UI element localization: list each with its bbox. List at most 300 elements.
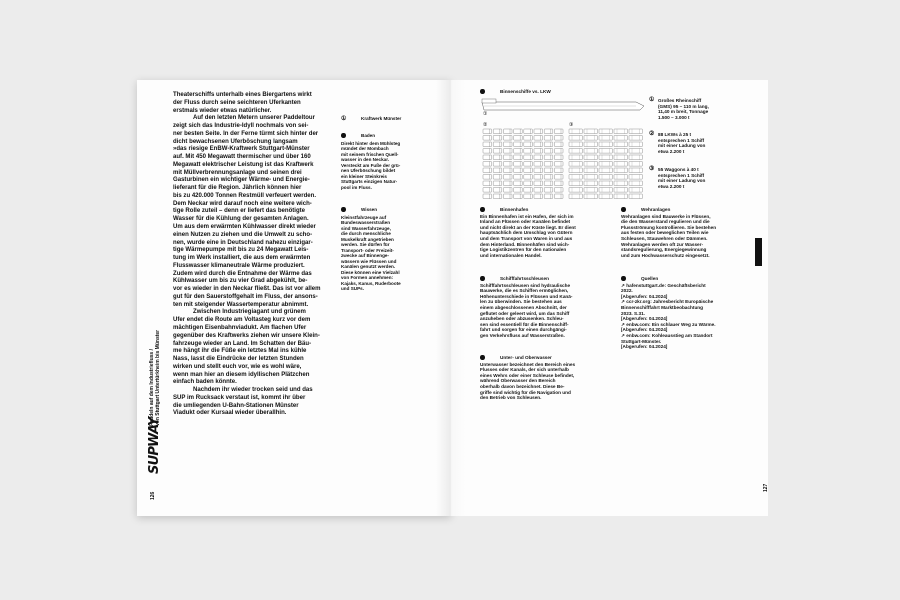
wagon-icon — [569, 129, 582, 134]
truck-icon — [524, 155, 533, 160]
legend-line: etwa 2.200 t — [658, 183, 685, 189]
text-line: Zwischen Industriegiagant und grünem — [193, 309, 306, 316]
section-line: griffe sind wichtig für die Navigation und — [480, 389, 571, 395]
section-line: und dem Transport von Waren in und aus — [480, 235, 573, 241]
text-line: lieferant für die Region. Jährlich können hier — [173, 185, 302, 192]
wagon-icon — [584, 175, 597, 180]
text-line: Nachdem ihr wieder trocken seid und das — [193, 387, 313, 394]
sidebar-line: Kajaks, Kanus, Ruderboote — [341, 280, 401, 286]
wagon-icon — [584, 129, 597, 134]
wagon-icon — [599, 149, 612, 154]
legend-line: entsprechen 1 Schiff — [658, 172, 705, 178]
text-line: Zudem wird durch die Entnahme der Wärme das — [173, 270, 312, 277]
truck-icon — [514, 142, 523, 147]
wagon-icon — [584, 162, 597, 167]
text-line: zeigt sich das Industrie-Idyll nochmals von sei- — [173, 123, 309, 130]
section-line: tige Logistikzentren für den nationalen — [480, 247, 567, 253]
truck-icon — [554, 155, 563, 160]
truck-icon — [554, 175, 563, 180]
text-line: mächtigen Eisenbahnviadukt. Am flachen Ufer — [173, 324, 307, 331]
sidebar-line: Kleinstfahrzeuge auf — [341, 214, 387, 220]
section-line: Stuttgart-Münster. — [621, 338, 662, 344]
body-paragraph — [173, 387, 335, 418]
wagon-icon — [629, 188, 642, 193]
wagon-icon — [629, 129, 642, 134]
sidebar-line: Direkt hinter dem Mühlsteg — [341, 140, 401, 146]
truck-icon — [483, 155, 492, 160]
section-line: während Oberwasser den Bereich — [480, 378, 556, 384]
truck-icon — [554, 149, 563, 154]
wagon-icon — [584, 136, 597, 141]
numbered-circle-icon: ③ — [569, 122, 574, 128]
sidebar-line: sind Wasserfahrzeuge, — [341, 225, 391, 231]
truck-icon — [544, 142, 553, 147]
wagon-icon — [629, 168, 642, 173]
wagon-icon — [569, 136, 582, 141]
bullet-dot-icon — [621, 276, 626, 281]
text-line: ten mit steigender Wassertemperatur abnimmt. — [173, 301, 309, 308]
wagon-icon — [569, 155, 582, 160]
sidebar-line: mit seinem frischen Quell- — [341, 151, 399, 157]
numbered-circle-icon: ③ — [649, 166, 655, 172]
running-title: Paddeln auf dem Industriefluss / von Stuttgart Untertürkheim bis Münster — [149, 329, 161, 426]
text-line: wenn man hier an diesem idyllischen Plätzchen — [173, 371, 310, 378]
truck-icon — [514, 162, 523, 167]
section-line: geflutet oder geleert wird, um das Schiff — [480, 310, 570, 316]
truck-icon — [503, 194, 512, 199]
legend-line: entsprechen 1 Schiff — [658, 137, 705, 143]
section-line: standsregulierung, Energiegewinnung — [621, 247, 707, 253]
info-section — [621, 207, 761, 258]
truck-icon — [524, 149, 533, 154]
text-line: Kühlwasser um bis zu vier Grad abgekühlt, be- — [173, 278, 308, 285]
truck-icon — [554, 129, 563, 134]
truck-icon — [544, 188, 553, 193]
info-section — [480, 355, 620, 401]
truck-icon — [493, 129, 502, 134]
wagon-icon — [569, 188, 582, 193]
section-line: aus festen oder beweglichen Teilen wie — [621, 230, 709, 236]
wagon-icon — [584, 149, 597, 154]
section-line: [Abgerufen: 04.2024] — [621, 344, 668, 350]
sidebar-line: ein kleiner Steinkreis — [341, 173, 387, 179]
truck-icon — [483, 168, 492, 173]
sidebar-line: und SUPs. — [341, 286, 364, 291]
section-title: Quellen — [641, 276, 659, 281]
section-line: Schleusen, Stauwehren oder Dämmen. — [621, 235, 708, 241]
wagon-icon — [569, 149, 582, 154]
text-line: Wasser für die Kühlung der gesamten Anlagen. — [173, 216, 309, 223]
wagon-icon — [629, 162, 642, 167]
truck-icon — [544, 155, 553, 160]
text-line: einfach baden könnte. — [173, 379, 237, 386]
truck-icon — [524, 181, 533, 186]
info-section — [621, 276, 761, 350]
text-line: Gasturbinen ein wichtiger Wärme- und Energie- — [173, 177, 310, 184]
sidebar-baden — [341, 133, 433, 190]
wagon-icon — [599, 129, 612, 134]
sidebar-kraftwerk — [341, 116, 433, 124]
truck-icon — [544, 181, 553, 186]
truck-icon — [554, 194, 563, 199]
text-line: mit Müllverbrennungsanlage und seinen drei — [173, 169, 302, 176]
section-line: und zum Hochwasserschutz eingesetzt. — [621, 252, 710, 258]
info-section — [480, 207, 620, 258]
section-line: [Abgerufen: 04.2024] — [621, 327, 668, 333]
truck-icon — [503, 129, 512, 134]
section-line: ↗ ccr-zkr.org: Jahresbericht Europäische — [621, 299, 714, 305]
section-line: ↗ enbw.com: Ein schlauer Weg zu Wärme. — [621, 321, 716, 327]
legend-item — [650, 98, 770, 120]
truck-icon — [554, 142, 563, 147]
wagon-icon — [614, 142, 627, 147]
sidebar-line: die durch menschliche — [341, 231, 391, 236]
truck-icon — [514, 129, 523, 134]
section-title: Schifffahrtsschleusen — [500, 276, 549, 281]
truck-icon — [534, 175, 543, 180]
wagon-icon — [569, 181, 582, 186]
legend-line: 88 LKWs à 25 t — [658, 132, 692, 137]
truck-icon — [503, 155, 512, 160]
truck-icon — [503, 142, 512, 147]
truck-icon — [483, 136, 492, 141]
legend-item — [650, 132, 770, 154]
text-line: SUP im Rucksack verstaut ist, kommt ihr über — [173, 394, 306, 401]
wagon-icon — [629, 155, 642, 160]
section-line: ↗ hafenstuttgart.de: Geschäftsbericht — [621, 282, 706, 288]
truck-icon — [534, 162, 543, 167]
truck-icon — [493, 155, 502, 160]
sidebar-heading — [341, 116, 433, 122]
section-line: [Abgerufen: 04.2024] — [621, 293, 668, 299]
text-line: tige Wärmepumpe mit bis zu 24 Megawatt Leis- — [173, 247, 309, 254]
truck-icon — [524, 162, 533, 167]
truck-icon — [483, 129, 492, 134]
text-line: tung im Werk installiert, die aus dem erwärmten — [173, 255, 311, 262]
text-line: Ufer endet die Route am Voltasteg kurz vor dem — [173, 317, 311, 324]
illustration-header — [480, 89, 620, 96]
text-line: vor es wieder in den Neckar fließt. Das ist vor allem — [173, 286, 321, 293]
sidebar-line: mündet der Mombach — [341, 146, 389, 151]
section-title: Binnenhafen — [500, 207, 529, 212]
legend-line: (GMS) 95 – 110 m lang, — [658, 103, 709, 109]
text-line: gut für den Sauerstoffgehalt im Fluss, der ansons- — [173, 293, 318, 300]
text-line: auf. Mit 450 Megawatt thermischer und über 160 — [173, 154, 311, 161]
truck-icon — [554, 188, 563, 193]
legend-line: 11,40 m breit, Tonnage — [658, 109, 709, 115]
truck-icon — [544, 149, 553, 154]
truck-icon — [503, 188, 512, 193]
wagon-icon — [569, 162, 582, 167]
wagon-icon — [614, 149, 627, 154]
section-line: gen Verkehrsfluss auf Wasserstraßen. — [480, 332, 565, 338]
sidebar-line: zwecke auf Binnenge- — [341, 253, 389, 258]
body-paragraph — [173, 115, 335, 309]
wagon-icon — [584, 188, 597, 193]
sidebar-line: Muskelkraft angetrieben — [341, 236, 394, 242]
text-line: wirken und stellt euch vor, wie es wohl wäre, — [173, 363, 302, 370]
truck-icon — [503, 168, 512, 173]
section-line: die den Wasserstand regulieren und die — [621, 219, 710, 225]
truck-icon — [544, 168, 553, 173]
wagon-icon — [629, 142, 642, 147]
bullet-dot-icon — [621, 207, 626, 212]
truck-icon — [503, 175, 512, 180]
truck-icon — [503, 136, 512, 141]
sidebar-wissen — [341, 207, 433, 292]
ship-truck-comparison-illustration — [480, 98, 646, 204]
truck-icon — [544, 162, 553, 167]
text-line: erstmals wieder etwas natürlicher. — [173, 107, 272, 114]
section-line: Bauwerke, die es Schiffen ermöglichen, — [480, 288, 569, 294]
wagon-icon — [599, 155, 612, 160]
text-line: Dem Neckar wird darauf noch eine weitere wich- — [173, 200, 312, 207]
sidebar-heading — [341, 133, 433, 139]
wagon-icon — [614, 162, 627, 167]
legend-line: mit einer Ladung von — [658, 178, 706, 184]
truck-icon — [503, 181, 512, 186]
wagon-icon — [629, 194, 642, 199]
section-line: hauptsächlich dem Umschlag von Gütern — [480, 230, 573, 236]
truck-icon — [524, 129, 533, 134]
section-line: einem abgeschlossenen Abschnitt, der — [480, 304, 567, 310]
wagon-icon — [629, 136, 642, 141]
truck-icon — [514, 181, 523, 186]
bullet-dot-icon — [480, 355, 485, 360]
wagon-icon — [599, 162, 612, 167]
wagon-icon — [614, 129, 627, 134]
truck-icon — [493, 142, 502, 147]
text-line: dicht bewachsenen Uferböschung langsam — [173, 138, 298, 145]
truck-icon — [544, 129, 553, 134]
section-line: oberhalb davon bezeichnet. Diese Be- — [480, 383, 565, 389]
sidebar-title: Wissen — [361, 207, 378, 212]
page-number-right: 127 — [763, 483, 769, 492]
legend-line: 1.500 – 3.000 t — [658, 114, 690, 120]
section-title: Wehranlagen — [641, 207, 671, 212]
truck-icon — [534, 136, 543, 141]
sidebar-line: Kanälen genutzt werden. — [341, 264, 396, 269]
sidebar-line: Stuttgarts einzigen Natur- — [341, 179, 398, 184]
section-line: und nicht direkt an der Küste liegt. Er dient — [480, 224, 576, 230]
truck-icon — [534, 188, 543, 193]
section-line: dem Hinterland. Binnenhäfen sind wich- — [480, 241, 570, 247]
wagon-icon — [629, 149, 642, 154]
text-line: nen, wurde eine in Deutschland nahezu einzigar- — [173, 239, 313, 246]
wagon-icon — [569, 175, 582, 180]
text-line: bis zu 420.000 Tonnen Restmüll verfeuert werden. — [173, 192, 317, 199]
wagon-icon — [584, 142, 597, 147]
sidebar-title: Baden — [361, 133, 376, 138]
truck-icon — [544, 136, 553, 141]
text-line: Megawatt elektrischer Leistung ist das Kraftwerk — [173, 161, 314, 168]
truck-icon — [514, 149, 523, 154]
sidebar-line: Transport- oder Freizeit- — [341, 247, 394, 253]
text-line: fahrzeuge wieder an Land. Im Schatten der Bäu- — [173, 340, 312, 347]
text-line: die umliegenden U-Bahn-Stationen Münster — [173, 402, 299, 409]
section-line: Binnenschifffahrt Marktbeobachtung — [621, 304, 704, 310]
section-line: sen sind essentiell für die Binnenschiff- — [480, 321, 569, 327]
illustration-title: Binnenschiffe vs. LKW — [500, 89, 551, 94]
truck-icon — [503, 162, 512, 167]
truck-icon — [493, 136, 502, 141]
section-line: eines Wehrs oder einer Schleuse befindet, — [480, 372, 575, 378]
wagon-icon — [599, 175, 612, 180]
truck-icon — [554, 136, 563, 141]
numbered-circle-icon: ① — [483, 111, 488, 117]
wagon-icon — [584, 181, 597, 186]
section-line: [Abgerufen: 04.2024] — [621, 316, 668, 322]
truck-icon — [554, 162, 563, 167]
section-line: und internationalen Handel. — [480, 252, 542, 258]
truck-icon — [493, 162, 502, 167]
legend-item — [650, 167, 770, 189]
sidebar-line: pool im Fluss. — [341, 184, 372, 190]
info-section — [480, 276, 620, 339]
truck-icon — [554, 181, 563, 186]
sidebar-title: Kraftwerk Münster — [361, 116, 402, 121]
bullet-dot-icon — [341, 207, 346, 212]
truck-icon — [493, 181, 502, 186]
section-line: Wehranlagen werden oft zur Wasser- — [621, 241, 704, 247]
legend-line: etwa 2.200 t — [658, 148, 685, 154]
wagon-icon — [629, 181, 642, 186]
wagon-icon — [614, 188, 627, 193]
section-line: Schifffahrtsschleusen sind hydraulische — [480, 282, 571, 288]
numbered-circle-icon: ① — [649, 97, 655, 103]
truck-icon — [483, 181, 492, 186]
wagon-icon — [614, 181, 627, 186]
truck-icon — [514, 175, 523, 180]
text-line: Auf den letzten Metern unserer Paddeltour — [193, 115, 315, 122]
numbered-circle-icon: ② — [483, 122, 488, 128]
truck-icon — [514, 155, 523, 160]
truck-icon — [544, 194, 553, 199]
sidebar-line: werden. Sie dürfen für — [341, 242, 390, 247]
section-line: len zu überwinden. Sie bestehen aus — [480, 299, 562, 305]
legend-line: mit einer Ladung von — [658, 143, 706, 149]
wagon-icon — [614, 175, 627, 180]
section-line: Höhenunterschiede in Flüssen und Kanä- — [480, 293, 573, 299]
wagon-icon — [599, 136, 612, 141]
wagon-icon — [599, 188, 612, 193]
section-line: Wehranlagen sind Bauwerke in Flüssen, — [621, 213, 711, 219]
truck-icon — [534, 142, 543, 147]
wagon-icon — [569, 194, 582, 199]
wagon-icon — [599, 142, 612, 147]
truck-icon — [534, 168, 543, 173]
text-line: tige Rolle zuteil – denn er liefert das benötigte — [173, 208, 306, 215]
wagon-icon — [614, 155, 627, 160]
sidebar-line: wasser in den Neckar. — [341, 157, 390, 162]
sidebar-line: von Formen annehmen: — [341, 275, 394, 280]
wagon-icon — [584, 194, 597, 199]
wagon-icon — [614, 168, 627, 173]
wagon-icon — [584, 155, 597, 160]
numbered-circle-icon: ② — [649, 131, 655, 137]
wagon-icon — [599, 181, 612, 186]
truck-icon — [534, 155, 543, 160]
section-line: 2023. S.31. — [621, 310, 645, 316]
thumb-tab-marker — [755, 238, 762, 266]
truck-icon — [503, 149, 512, 154]
truck-icon — [493, 149, 502, 154]
section-line: fahrt und sorgen für einen durchgängi- — [480, 327, 567, 333]
sidebar-line: nen Uferböschung bildet — [341, 168, 396, 173]
page-number-left: 126 — [150, 491, 156, 500]
truck-icon — [534, 149, 543, 154]
sidebar-line: Bundeswasserstraßen — [341, 220, 391, 225]
section-line: den Betrieb von Schleusen. — [480, 395, 542, 401]
text-line: ner besten Seite. In der Ferne türmt sich hinter der — [173, 130, 319, 137]
text-line: »das riesige EnBW-Kraftwerk Stuttgart-Münster — [173, 146, 310, 153]
bullet-dot-icon — [480, 207, 485, 212]
truck-icon — [514, 136, 523, 141]
section-line: anzuheben oder abzusenken. Schleu- — [480, 316, 564, 322]
wagon-icon — [629, 175, 642, 180]
section-line: 2022. — [621, 288, 633, 294]
section-line: Inland an Flüssen oder Kanälen befindet — [480, 219, 571, 225]
truck-icon — [524, 168, 533, 173]
wagon-icon — [614, 136, 627, 141]
sidebar-line: wässern wie Flüssen und — [341, 258, 397, 264]
truck-icon — [493, 188, 502, 193]
wagon-icon — [614, 194, 627, 199]
truck-icon — [493, 175, 502, 180]
truck-icon — [483, 194, 492, 199]
truck-icon — [493, 194, 502, 199]
wagon-icon — [584, 168, 597, 173]
text-line: Flusswasser klimaneutrale Wärme produziert. — [173, 262, 305, 269]
truck-icon — [514, 188, 523, 193]
text-line: gegenüber des Kraftwerks ziehen wir unsere Klein- — [173, 332, 320, 339]
truck-icon — [534, 194, 543, 199]
text-line: der Fluss durch seine seichteren Uferkanten — [173, 99, 301, 106]
main-body-text — [173, 92, 335, 418]
truck-icon — [483, 162, 492, 167]
truck-icon — [524, 188, 533, 193]
section-line: Flusses oder Kanals, der sich unterhalb — [480, 367, 569, 373]
truck-icon — [524, 136, 533, 141]
section-title: Unter- und Oberwasser — [500, 355, 552, 360]
truck-icon — [514, 168, 523, 173]
truck-icon — [524, 142, 533, 147]
truck-icon — [483, 142, 492, 147]
truck-icon — [514, 194, 523, 199]
truck-icon — [493, 168, 502, 173]
supway-logo: SUPWAY — [147, 417, 162, 474]
truck-icon — [524, 194, 533, 199]
wagon-icon — [569, 142, 582, 147]
wagon-icon — [599, 168, 612, 173]
bullet-dot-icon — [341, 133, 346, 138]
truck-icon — [554, 168, 563, 173]
text-line: Viadukt oder Kursaal wieder überallhin. — [173, 410, 287, 417]
truck-icon — [483, 188, 492, 193]
section-line: Ein Binnenhafen ist ein Hafen, der sich im — [480, 213, 574, 219]
section-line: Unterwasser bezeichnet den Bereich eines — [480, 361, 576, 367]
text-line: me hängt ihr die Füße ein letztes Mal ins kühle — [173, 348, 307, 355]
legend-line: Großes Rheinschiff — [658, 98, 702, 103]
bullet-dot-icon — [480, 89, 485, 94]
truck-icon — [483, 175, 492, 180]
sidebar-line: Versteckt am Fuße der grü- — [341, 162, 401, 168]
text-line: Theaterschiffs unterhalb eines Biergartens wirkt — [173, 92, 312, 98]
wagon-icon — [569, 168, 582, 173]
sidebar-line: Diese können eine Vielzahl — [341, 269, 400, 275]
sidebar-heading — [341, 207, 433, 213]
body-paragraph — [173, 309, 335, 387]
